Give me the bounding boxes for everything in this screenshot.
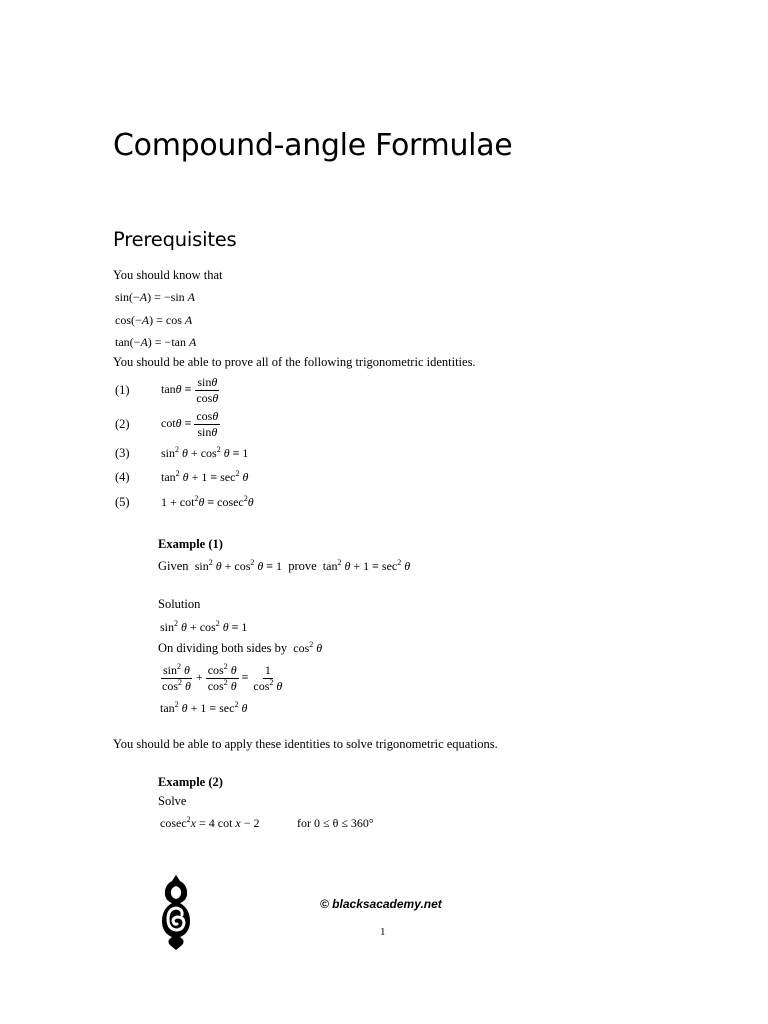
example-2-heading: Example (2) xyxy=(158,775,223,789)
identity-number: (4) xyxy=(115,470,130,484)
given-label: Given xyxy=(158,559,189,573)
copyright-text: © blacksacademy.net xyxy=(320,897,442,911)
solution-step-2: On dividing both sides by $\cos^2 \theta$ xyxy=(158,640,323,655)
solution-step-1: $\sin^2 \theta + \cos^2 \theta \equiv 1$ xyxy=(160,619,248,634)
identity-3: $\sin^2 \theta + \cos^2 \theta \equiv 1$ xyxy=(161,445,249,460)
solve-label: Solve xyxy=(158,794,187,808)
identity-number: (2) xyxy=(115,417,130,431)
example-2-range: for 0 ≤ θ ≤ 360° xyxy=(297,816,374,830)
identity-1: tanθ ≡ $\frac{\sin\theta}{\cos\theta}$ xyxy=(161,375,219,405)
prove-instruction: You should be able to prove all of the following trigonometric identities. xyxy=(113,355,476,369)
example-1-statement: Given $\sin^2 \theta + \cos^2 \theta \equiv 1$ prove $\tan^2 \theta + 1 \equiv \sec^2 \theta$ xyxy=(158,558,411,573)
identity-5: $1 + \cot^2\theta \equiv cosec^2\theta$ xyxy=(161,494,254,509)
dividing-text: On dividing both sides by xyxy=(158,641,288,655)
identity-number: (5) xyxy=(115,495,130,509)
prove-label: prove xyxy=(288,559,317,573)
apply-instruction: You should be able to apply these identities to solve trigonometric equations. xyxy=(113,737,498,751)
identity-4: $\tan^2 \theta + 1 \equiv \sec^2 \theta$ xyxy=(161,469,249,484)
basic-identity-sin: sin(−A) = −sin A xyxy=(115,290,196,304)
page-title: Compound-angle Formulae xyxy=(113,128,513,163)
example-2-equation: cosec$^2$x = 4 cot x − 2 xyxy=(160,815,260,830)
solution-label: Solution xyxy=(158,597,201,611)
identity-number: (3) xyxy=(115,446,130,460)
solution-step-4: $\tan^2 \theta + 1 \equiv \sec^2 \theta$ xyxy=(160,700,248,715)
section-heading: Prerequisites xyxy=(113,228,237,251)
intro-text: You should know that xyxy=(113,268,223,282)
basic-identity-tan: tan(−A) = −tan A xyxy=(115,335,197,349)
solution-step-3: $\frac{\sin^2 \theta}{\cos^2 \theta}$ + $\frac{\cos^2 \theta}{\cos^2 \theta}$ ≡ $\frac{1}{\cos^2 \theta}$ xyxy=(162,662,283,693)
blacksacademy-logo-icon xyxy=(158,873,194,951)
identity-2: cotθ ≡ $\frac{\cos\theta}{\sin\theta}$ xyxy=(161,409,219,439)
identity-number: (1) xyxy=(115,383,130,397)
basic-identity-cos: cos(−A) = cos A xyxy=(115,313,193,327)
page-number: 1 xyxy=(380,926,386,938)
example-1-heading: Example (1) xyxy=(158,537,223,551)
